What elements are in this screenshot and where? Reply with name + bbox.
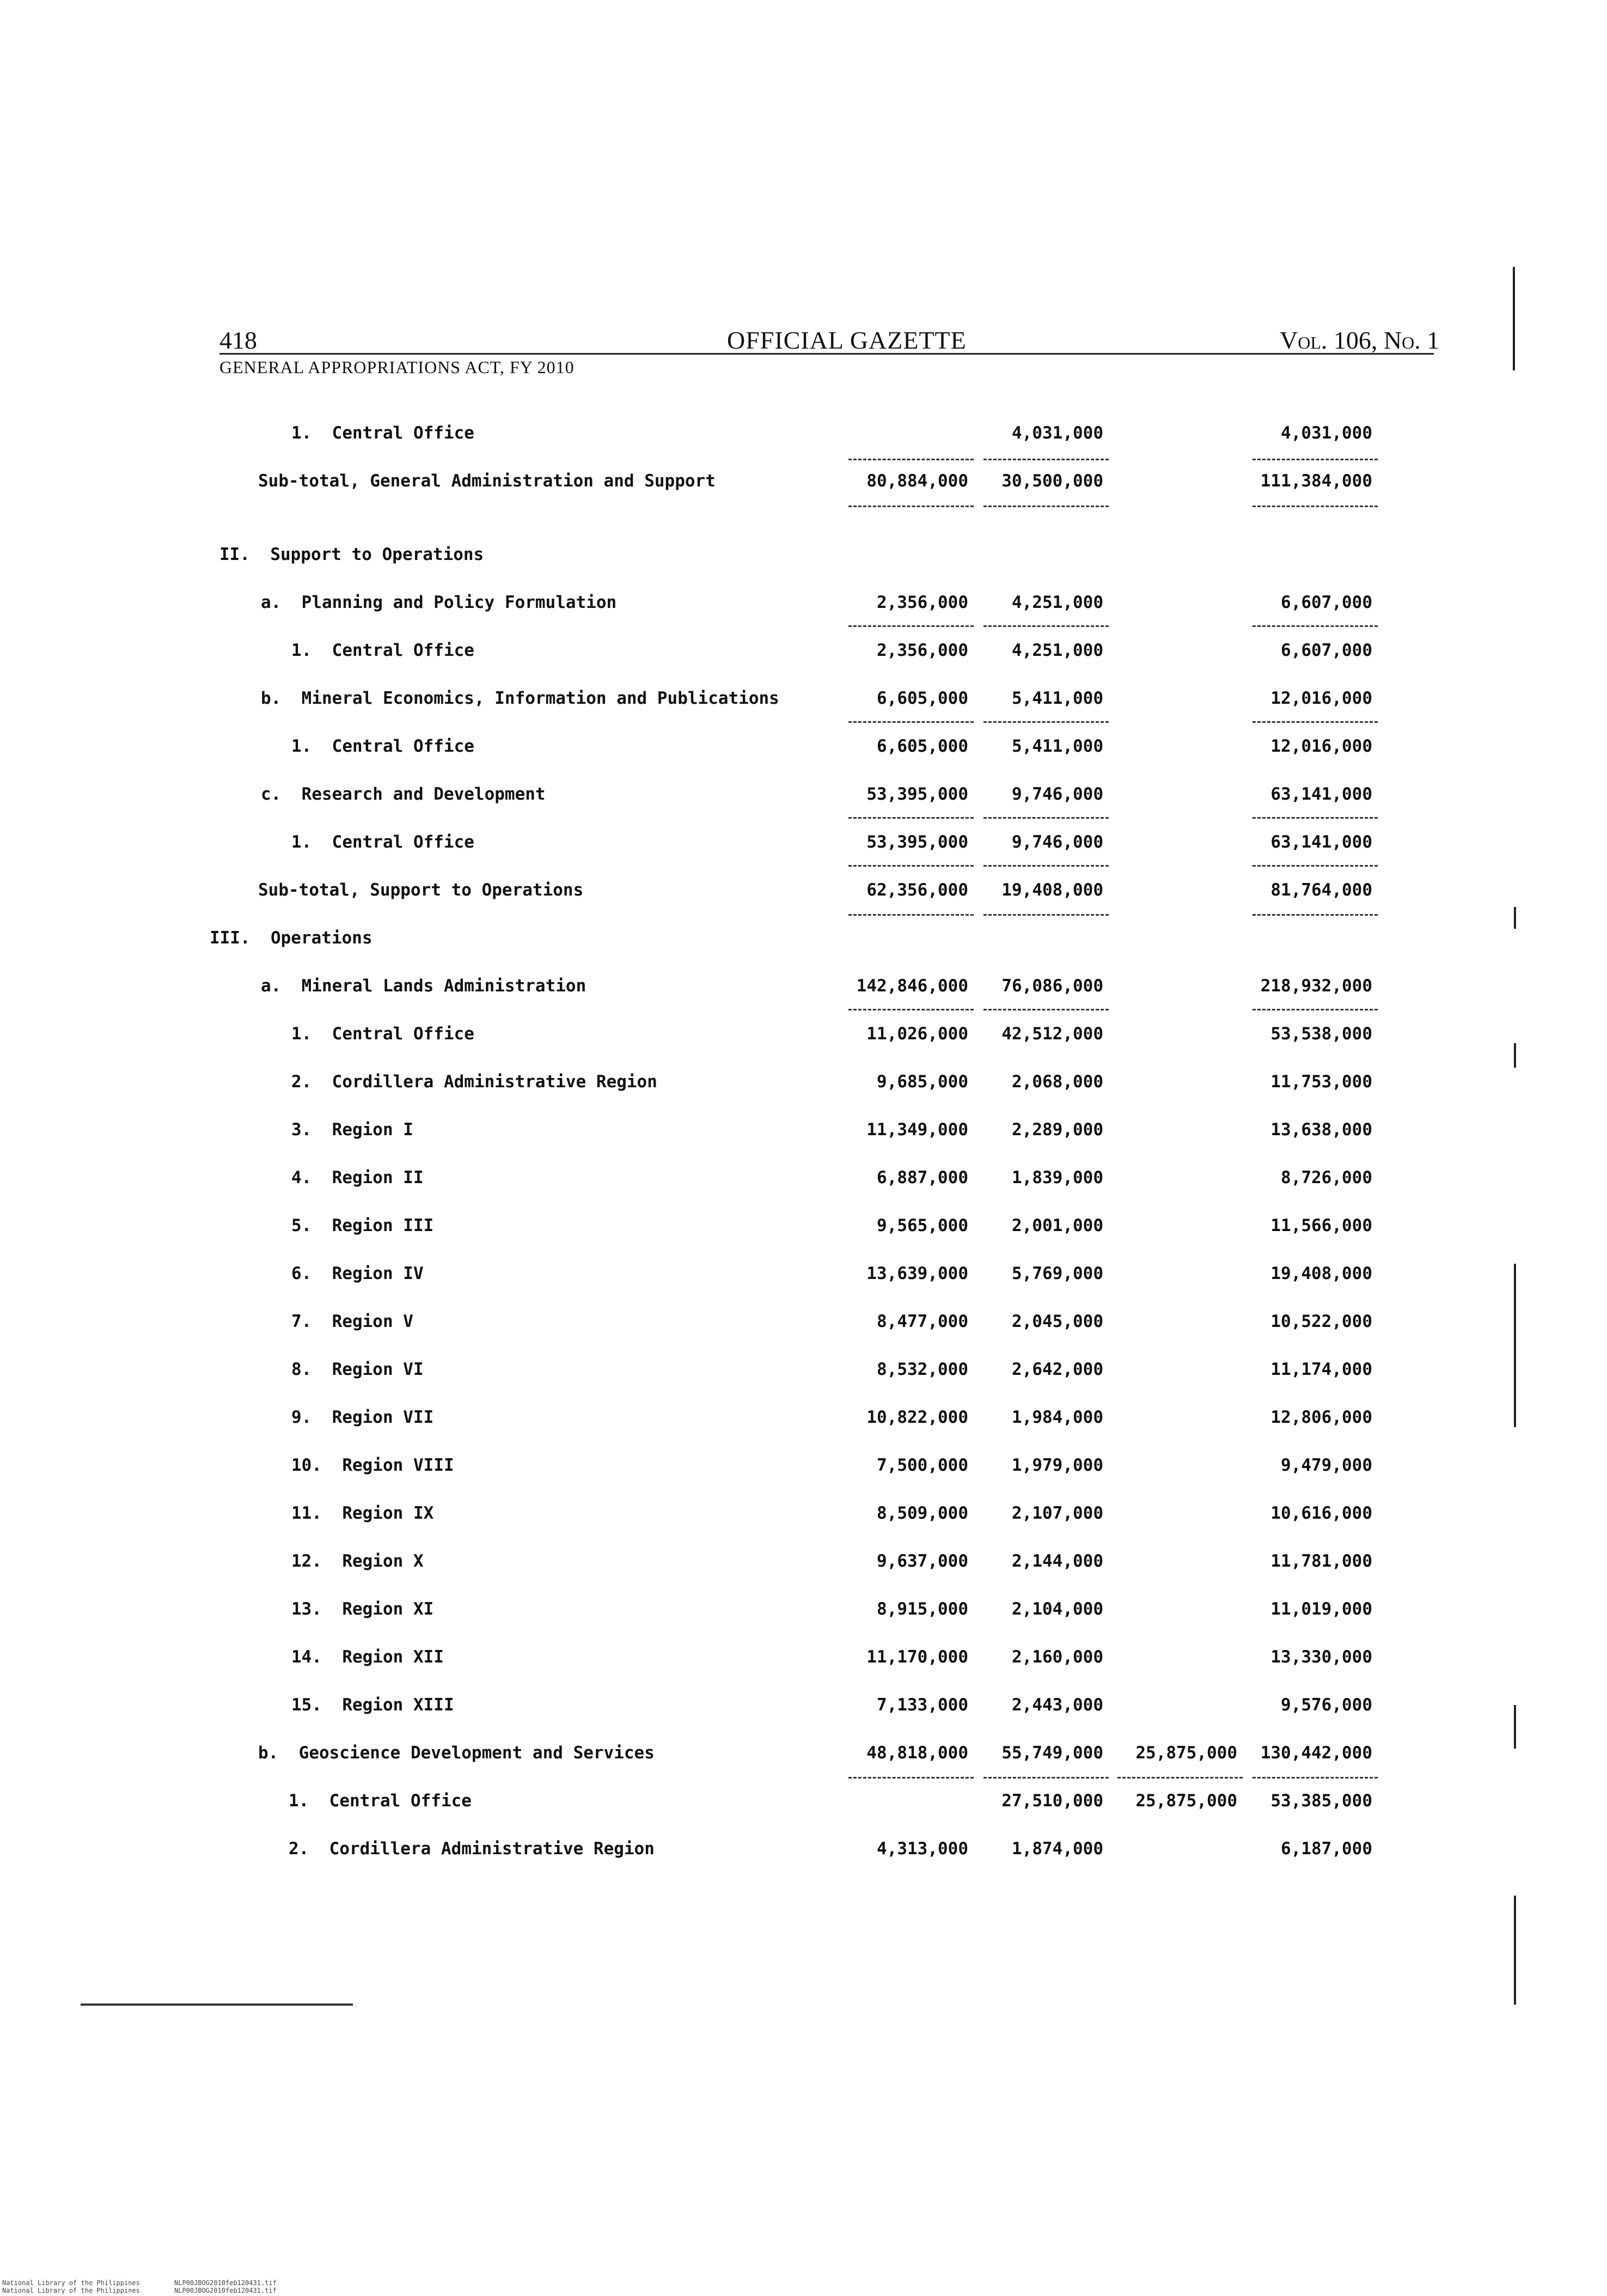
amount-cell: 42,512,000 bbox=[1001, 1024, 1103, 1044]
amount-cell: 2,160,000 bbox=[1012, 1647, 1103, 1667]
dashed-rule bbox=[848, 914, 974, 916]
amount-cell: 1,874,000 bbox=[1012, 1839, 1103, 1859]
row-label: 11. Region IX bbox=[291, 1503, 434, 1523]
total-cell: 4,031,000 bbox=[1281, 423, 1372, 443]
dashed-rule bbox=[848, 1777, 974, 1779]
total-cell: 218,932,000 bbox=[1260, 976, 1372, 996]
row-label: 1. Central Office bbox=[291, 641, 474, 660]
total-cell: 130,442,000 bbox=[1260, 1743, 1372, 1763]
table-row bbox=[0, 1360, 1607, 1387]
amount-cell: 5,411,000 bbox=[1012, 736, 1103, 756]
dashed-rule bbox=[1117, 1777, 1243, 1779]
row-label: Sub-total, Support to Operations bbox=[258, 880, 584, 900]
gazette-title: OFFICIAL GAZETTE bbox=[727, 326, 967, 354]
amount-cell: 1,839,000 bbox=[1012, 1168, 1103, 1187]
dashed-rule bbox=[1252, 817, 1378, 819]
dashed-rule bbox=[1252, 1009, 1378, 1010]
row-label: III. Operations bbox=[210, 928, 372, 948]
amount-cell: 80,884,000 bbox=[866, 471, 968, 491]
table-row bbox=[0, 1839, 1607, 1866]
act-title: GENERAL APPROPRIATIONS ACT, FY 2010 bbox=[219, 357, 575, 377]
table-row bbox=[0, 976, 1607, 1003]
dashed-rule bbox=[1252, 459, 1378, 460]
amount-cell: 25,875,000 bbox=[1135, 1791, 1237, 1811]
amount-cell: 2,144,000 bbox=[1012, 1551, 1103, 1571]
amount-cell: 76,086,000 bbox=[1001, 976, 1103, 996]
row-label: 7. Region V bbox=[291, 1312, 413, 1331]
amount-cell: 4,031,000 bbox=[1012, 423, 1103, 443]
amount-cell: 55,749,000 bbox=[1001, 1743, 1103, 1763]
row-label: II. Support to Operations bbox=[219, 545, 484, 564]
amount-cell: 6,605,000 bbox=[877, 689, 968, 708]
amount-cell: 4,251,000 bbox=[1012, 593, 1103, 612]
table-row bbox=[0, 1072, 1607, 1099]
dashed-rule bbox=[983, 506, 1109, 507]
total-cell: 12,016,000 bbox=[1270, 689, 1372, 708]
total-cell: 12,016,000 bbox=[1270, 736, 1372, 756]
scan-edge-mark bbox=[1514, 907, 1516, 929]
amount-cell: 8,509,000 bbox=[877, 1503, 968, 1523]
total-cell: 63,141,000 bbox=[1270, 832, 1372, 852]
amount-cell: 2,107,000 bbox=[1012, 1503, 1103, 1523]
total-cell: 11,174,000 bbox=[1270, 1360, 1372, 1379]
amount-cell: 27,510,000 bbox=[1001, 1791, 1103, 1811]
volume-number: Vol. 106, No. 1 bbox=[1280, 326, 1440, 354]
table-row bbox=[0, 1024, 1607, 1051]
row-label: 8. Region VI bbox=[291, 1360, 424, 1379]
total-cell: 8,726,000 bbox=[1281, 1168, 1372, 1187]
amount-cell: 30,500,000 bbox=[1001, 471, 1103, 491]
amount-cell: 53,395,000 bbox=[866, 832, 968, 852]
amount-cell: 11,349,000 bbox=[866, 1120, 968, 1140]
amount-cell: 5,769,000 bbox=[1012, 1264, 1103, 1283]
amount-cell: 7,133,000 bbox=[877, 1695, 968, 1715]
row-label: 5. Region III bbox=[291, 1216, 434, 1235]
dashed-rule bbox=[848, 1009, 974, 1010]
total-cell: 53,385,000 bbox=[1270, 1791, 1372, 1811]
table-row bbox=[0, 641, 1607, 668]
table-row bbox=[0, 423, 1607, 450]
total-cell: 9,576,000 bbox=[1281, 1695, 1372, 1715]
dashed-rule bbox=[1252, 506, 1378, 507]
table-row bbox=[0, 1168, 1607, 1195]
amount-cell: 19,408,000 bbox=[1001, 880, 1103, 900]
total-cell: 10,616,000 bbox=[1270, 1503, 1372, 1523]
dashed-rule bbox=[848, 817, 974, 819]
row-label: 12. Region X bbox=[291, 1551, 424, 1571]
table-row bbox=[0, 1264, 1607, 1291]
amount-cell: 62,356,000 bbox=[866, 880, 968, 900]
amount-cell: 48,818,000 bbox=[866, 1743, 968, 1763]
footnote-rule bbox=[81, 2003, 353, 2006]
row-label: b. Geoscience Development and Services bbox=[258, 1743, 655, 1763]
amount-cell: 9,565,000 bbox=[877, 1216, 968, 1235]
table-row bbox=[0, 832, 1607, 860]
amount-cell: 2,068,000 bbox=[1012, 1072, 1103, 1092]
table-row bbox=[0, 736, 1607, 764]
dashed-rule bbox=[983, 721, 1109, 723]
dashed-rule bbox=[848, 721, 974, 723]
scan-edge-mark bbox=[1514, 1705, 1516, 1749]
dashed-rule bbox=[848, 459, 974, 460]
dashed-rule bbox=[983, 625, 1109, 627]
amount-cell: 8,532,000 bbox=[877, 1360, 968, 1379]
amount-cell: 2,045,000 bbox=[1012, 1312, 1103, 1331]
table-row bbox=[0, 880, 1607, 908]
row-label: 4. Region II bbox=[291, 1168, 424, 1187]
amount-cell: 5,411,000 bbox=[1012, 689, 1103, 708]
row-label: b. Mineral Economics, Information and Publications bbox=[261, 689, 779, 708]
dashed-rule bbox=[1252, 1777, 1378, 1779]
table-row bbox=[0, 1312, 1607, 1339]
row-label: Sub-total, General Administration and Support bbox=[258, 471, 716, 491]
total-cell: 53,538,000 bbox=[1270, 1024, 1372, 1044]
row-label: c. Research and Development bbox=[261, 784, 546, 804]
amount-cell: 25,875,000 bbox=[1135, 1743, 1237, 1763]
table-row bbox=[0, 1408, 1607, 1435]
amount-cell: 2,642,000 bbox=[1012, 1360, 1103, 1379]
row-label: 9. Region VII bbox=[291, 1408, 434, 1427]
table-row bbox=[0, 1695, 1607, 1722]
table-row bbox=[0, 1216, 1607, 1243]
library-stamp: National Library of the Philippines bbox=[2, 2287, 140, 2294]
row-label: 2. Cordillera Administrative Region bbox=[289, 1839, 655, 1859]
amount-cell: 11,170,000 bbox=[866, 1647, 968, 1667]
dashed-rule bbox=[983, 865, 1109, 867]
scan-edge-mark bbox=[1513, 267, 1515, 370]
table-row bbox=[0, 1599, 1607, 1627]
amount-cell: 2,001,000 bbox=[1012, 1216, 1103, 1235]
dashed-rule bbox=[1252, 625, 1378, 627]
amount-cell: 9,746,000 bbox=[1012, 832, 1103, 852]
table-row bbox=[0, 593, 1607, 620]
table-row bbox=[0, 1743, 1607, 1770]
total-cell: 6,607,000 bbox=[1281, 641, 1372, 660]
amount-cell: 2,104,000 bbox=[1012, 1599, 1103, 1619]
dashed-rule bbox=[983, 914, 1109, 916]
row-label: 1. Central Office bbox=[291, 423, 474, 443]
dashed-rule bbox=[983, 1777, 1109, 1779]
scan-edge-mark bbox=[1514, 1043, 1516, 1068]
amount-cell: 2,289,000 bbox=[1012, 1120, 1103, 1140]
row-label: 15. Region XIII bbox=[291, 1695, 454, 1715]
file-stamp: NLP00JBOG2010feb120431.tif bbox=[174, 2287, 277, 2294]
total-cell: 12,806,000 bbox=[1270, 1408, 1372, 1427]
row-label: 13. Region XI bbox=[291, 1599, 434, 1619]
dashed-rule bbox=[1252, 914, 1378, 916]
total-cell: 6,187,000 bbox=[1281, 1839, 1372, 1859]
table-row bbox=[0, 1455, 1607, 1483]
table-row bbox=[0, 545, 1607, 572]
total-cell: 6,607,000 bbox=[1281, 593, 1372, 612]
total-cell: 63,141,000 bbox=[1270, 784, 1372, 804]
row-label: 1. Central Office bbox=[291, 736, 474, 756]
amount-cell: 142,846,000 bbox=[856, 976, 968, 996]
amount-cell: 53,395,000 bbox=[866, 784, 968, 804]
row-label: a. Planning and Policy Formulation bbox=[261, 593, 617, 612]
amount-cell: 6,605,000 bbox=[877, 736, 968, 756]
amount-cell: 2,356,000 bbox=[877, 641, 968, 660]
amount-cell: 1,979,000 bbox=[1012, 1455, 1103, 1475]
total-cell: 11,566,000 bbox=[1270, 1216, 1372, 1235]
row-label: a. Mineral Lands Administration bbox=[261, 976, 586, 996]
dashed-rule bbox=[983, 817, 1109, 819]
amount-cell: 10,822,000 bbox=[866, 1408, 968, 1427]
table-row bbox=[0, 1791, 1607, 1818]
row-label: 14. Region XII bbox=[291, 1647, 444, 1667]
scan-edge-mark bbox=[1514, 1896, 1516, 2005]
row-label: 1. Central Office bbox=[289, 1791, 472, 1811]
dashed-rule bbox=[983, 1009, 1109, 1010]
row-label: 10. Region VIII bbox=[291, 1455, 454, 1475]
total-cell: 81,764,000 bbox=[1270, 880, 1372, 900]
dashed-rule bbox=[848, 865, 974, 867]
table-row bbox=[0, 1503, 1607, 1531]
table-row bbox=[0, 471, 1607, 498]
amount-cell: 13,639,000 bbox=[866, 1264, 968, 1283]
row-label: 6. Region IV bbox=[291, 1264, 424, 1283]
file-stamp: NLP00JBOG2010feb120431.tif bbox=[174, 2279, 277, 2287]
table-row bbox=[0, 1647, 1607, 1674]
dashed-rule bbox=[1252, 865, 1378, 867]
amount-cell: 6,887,000 bbox=[877, 1168, 968, 1187]
table-row bbox=[0, 689, 1607, 716]
total-cell: 10,522,000 bbox=[1270, 1312, 1372, 1331]
total-cell: 11,781,000 bbox=[1270, 1551, 1372, 1571]
table-row bbox=[0, 928, 1607, 955]
table-row bbox=[0, 1120, 1607, 1147]
amount-cell: 8,915,000 bbox=[877, 1599, 968, 1619]
table-row bbox=[0, 1551, 1607, 1579]
total-cell: 13,638,000 bbox=[1270, 1120, 1372, 1140]
scan-edge-mark bbox=[1514, 1264, 1516, 1427]
total-cell: 11,019,000 bbox=[1270, 1599, 1372, 1619]
amount-cell: 9,637,000 bbox=[877, 1551, 968, 1571]
amount-cell: 4,251,000 bbox=[1012, 641, 1103, 660]
amount-cell: 9,746,000 bbox=[1012, 784, 1103, 804]
amount-cell: 7,500,000 bbox=[877, 1455, 968, 1475]
dashed-rule bbox=[848, 506, 974, 507]
row-label: 1. Central Office bbox=[291, 832, 474, 852]
total-cell: 19,408,000 bbox=[1270, 1264, 1372, 1283]
dashed-rule bbox=[1252, 721, 1378, 723]
total-cell: 13,330,000 bbox=[1270, 1647, 1372, 1667]
row-label: 2. Cordillera Administrative Region bbox=[291, 1072, 657, 1092]
total-cell: 11,753,000 bbox=[1270, 1072, 1372, 1092]
total-cell: 111,384,000 bbox=[1260, 471, 1372, 491]
amount-cell: 8,477,000 bbox=[877, 1312, 968, 1331]
page-number: 418 bbox=[219, 326, 257, 354]
total-cell: 9,479,000 bbox=[1281, 1455, 1372, 1475]
library-stamp: National Library of the Philippines bbox=[2, 2279, 140, 2287]
dashed-rule bbox=[983, 459, 1109, 460]
row-label: 1. Central Office bbox=[291, 1024, 474, 1044]
amount-cell: 1,984,000 bbox=[1012, 1408, 1103, 1427]
row-label: 3. Region I bbox=[291, 1120, 413, 1140]
amount-cell: 4,313,000 bbox=[877, 1839, 968, 1859]
table-row bbox=[0, 784, 1607, 812]
amount-cell: 2,356,000 bbox=[877, 593, 968, 612]
amount-cell: 2,443,000 bbox=[1012, 1695, 1103, 1715]
amount-cell: 11,026,000 bbox=[866, 1024, 968, 1044]
amount-cell: 9,685,000 bbox=[877, 1072, 968, 1092]
dashed-rule bbox=[848, 625, 974, 627]
